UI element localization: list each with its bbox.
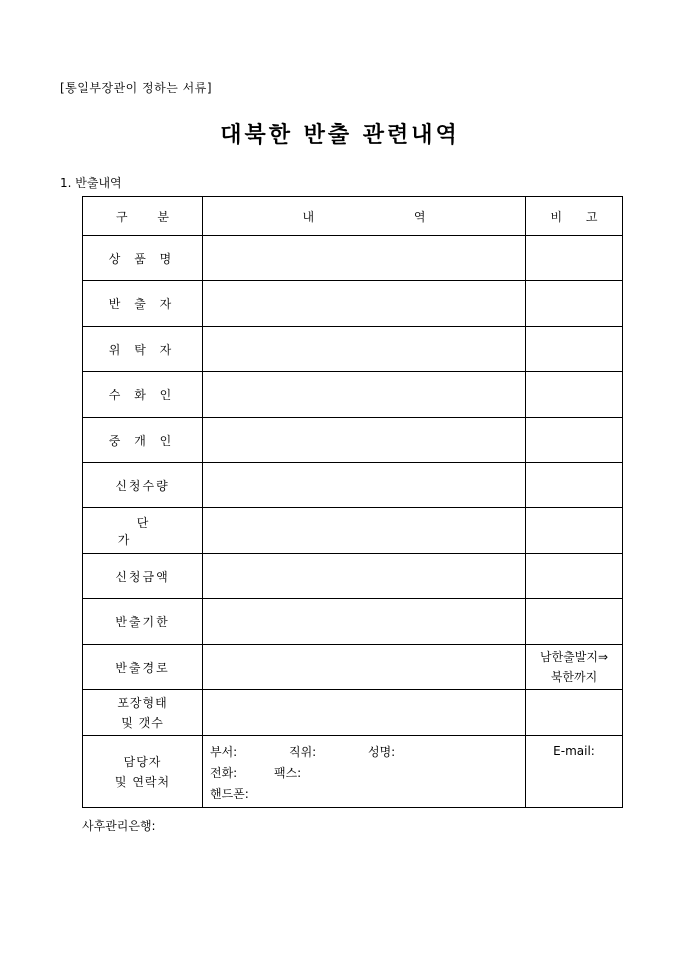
route-note-line2: 북한까지 <box>550 670 598 684</box>
table-row <box>83 236 623 281</box>
footer-note: 사후관리은행: <box>82 819 156 833</box>
consignee-remarks-field[interactable] <box>526 372 623 418</box>
table-row <box>83 554 623 599</box>
contact-label-line1: 담당자 <box>123 754 162 769</box>
header-category: 구 분 <box>83 197 203 236</box>
table-row <box>83 599 623 645</box>
packaging-label-line1: 포장형태 <box>117 695 168 710</box>
requested-amount-remarks-field[interactable] <box>526 554 623 599</box>
row-label-consignor: 위 탁 자 <box>83 327 203 372</box>
row-label-requested-quantity: 신청수량 <box>83 463 203 508</box>
unit-price-field[interactable] <box>203 508 526 554</box>
phone-label[interactable]: 전화: <box>210 766 238 780</box>
route-note-line1: 남한출발지⇒ <box>539 650 608 664</box>
header-remarks: 비 고 <box>526 197 623 236</box>
table-row <box>83 418 623 463</box>
header-details: 내 역 <box>203 197 526 236</box>
row-label-product-name: 상 품 명 <box>83 236 203 281</box>
unit-price-remarks-field[interactable] <box>526 508 623 554</box>
row-label-contact <box>83 736 203 808</box>
row-label-export-deadline: 반출기한 <box>83 599 203 645</box>
mobile-label[interactable]: 핸드폰: <box>210 787 249 801</box>
table-row <box>83 281 623 327</box>
export-details-table <box>82 196 623 808</box>
consignor-remarks-field[interactable] <box>526 327 623 372</box>
table-row <box>83 372 623 418</box>
consignee-field[interactable] <box>203 372 526 418</box>
table-row <box>83 645 623 690</box>
broker-field[interactable] <box>203 418 526 463</box>
contact-label-line2: 및 연락처 <box>114 774 171 789</box>
row-label-packaging <box>83 690 203 736</box>
row-label-unit-price: 단 가 <box>83 508 203 554</box>
position-label[interactable]: 직위: <box>289 745 317 759</box>
requested-quantity-field[interactable] <box>203 463 526 508</box>
row-label-exporter: 반 출 자 <box>83 281 203 327</box>
consignor-field[interactable] <box>203 327 526 372</box>
section-heading: 1. 반출내역 <box>60 176 122 190</box>
email-label[interactable]: E-mail: <box>553 744 595 758</box>
header-note: [통일부장관이 정하는 서류] <box>60 81 213 95</box>
export-route-remarks <box>526 645 623 690</box>
product-name-field[interactable] <box>203 236 526 281</box>
table-row <box>83 690 623 736</box>
export-route-field[interactable] <box>203 645 526 690</box>
exporter-remarks-field[interactable] <box>526 281 623 327</box>
table-row <box>83 463 623 508</box>
packaging-field[interactable] <box>203 690 526 736</box>
table-header-row <box>83 197 623 236</box>
table-row <box>83 327 623 372</box>
export-deadline-remarks-field[interactable] <box>526 599 623 645</box>
table-row <box>83 508 623 554</box>
name-label[interactable]: 성명: <box>368 745 396 759</box>
fax-label[interactable]: 팩스: <box>274 766 302 780</box>
dept-label[interactable]: 부서: <box>210 745 238 759</box>
export-deadline-field[interactable] <box>203 599 526 645</box>
row-label-consignee: 수 화 인 <box>83 372 203 418</box>
product-name-remarks-field[interactable] <box>526 236 623 281</box>
contact-details-cell <box>203 736 526 808</box>
exporter-field[interactable] <box>203 281 526 327</box>
packaging-remarks-field[interactable] <box>526 690 623 736</box>
requested-amount-field[interactable] <box>203 554 526 599</box>
row-label-broker: 중 개 인 <box>83 418 203 463</box>
document-title: 대북한 반출 관련내역 <box>220 122 460 148</box>
row-label-requested-amount: 신청금액 <box>83 554 203 599</box>
contact-row <box>83 736 623 808</box>
requested-quantity-remarks-field[interactable] <box>526 463 623 508</box>
email-cell <box>526 736 623 808</box>
broker-remarks-field[interactable] <box>526 418 623 463</box>
row-label-export-route: 반출경로 <box>83 645 203 690</box>
packaging-label-line2: 및 갯수 <box>121 715 164 730</box>
